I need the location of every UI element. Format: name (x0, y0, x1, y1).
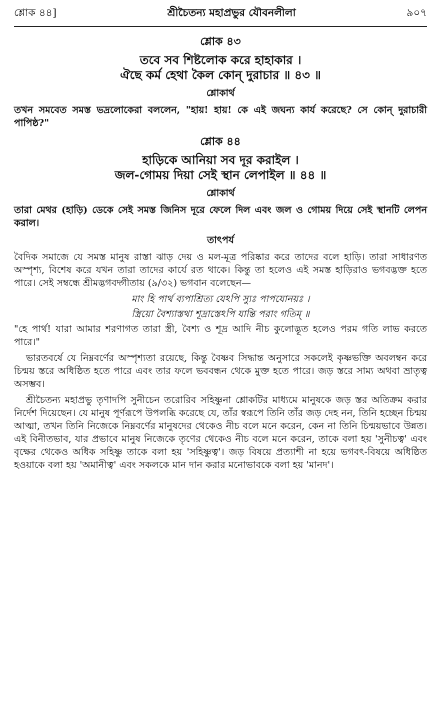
purport-paragraph-1: বৈদিক সমাজে যে সমস্ত মানুষ রাস্তা ঝাড় দেয় ও মল-মূত্র পরিষ্কার করে তাদের বলে হাড়ি। তারা সাধারণত অস্পৃশ্য, বিশেষ করে যখন তারা তাদের কার্যে রত থাকে। কিন্তু তা হলেও এই সমস্ত হাড়িরাও ভগবদ্ভক্ত হতে পারে। সেই সম্বন্ধে শ্রীমদ্ভগবদ্গীতায় (৯/৩২) ভগবান বলেছেন— (14, 252, 427, 289)
sloka-44-translation: তারা মেথর (হাড়ি) ডেকে সেই সমস্ত জিনিস দূরে ফেলে দিল এবং জল ও গোময় দিয়ে সেই স্থানটি লেপন করাল। (14, 205, 427, 229)
sloka-44-heading: শ্লোক ৪৪ (200, 135, 241, 148)
sloka-43-line-2: ঐছে কর্ম হেথা কৈল কোন্ দুরাচার ॥ ৪৩ ॥ (120, 68, 321, 82)
header-chapter-title: শ্রীচৈতন্য মহাপ্রভুর যৌবনলীলা (167, 7, 296, 19)
sloka-43-heading: শ্লোক ৪৩ (200, 35, 241, 48)
header-page-number: ৯০৭ (406, 7, 427, 19)
sloka-43-line-1: তবে সব শিষ্টলোক করে হাহাকার । (139, 53, 302, 67)
sloka-44-translation-heading: শ্লোকার্থ (206, 188, 235, 199)
sloka-44-line-1: হাড়িকে আনিয়া সব দূর করাইল । (142, 153, 299, 167)
sloka-43-translation: তখন সমবেত সমস্ত ভদ্রলোকেরা বললেন, "হায়! হায়! কে এই জঘন্য কার্য করেছে? সে কোন্ দুরাচারী পাপিষ্ঠ?" (14, 105, 427, 129)
purport-paragraph-2: "হে পার্থ! যারা আমার শরণাগত তারা স্ত্রী, বৈশ্য ও শূদ্র আদি নীচ কুলোদ্ভূত হলেও পরম গতি লাভ করতে পারে।" (14, 324, 427, 348)
sloka-43-translation-heading: শ্লোকার্থ (206, 88, 235, 99)
gita-quote-line-1: মাং হি পার্থ ব্যপাশ্রিত্য যেঽপি স্যুঃ পাপযোনয়ঃ । (131, 294, 310, 305)
purport-paragraph-4: শ্রীচৈতন্য মহাপ্রভু তৃণাদপি সুনীচেন তরোরিব সহিষ্ণুনা শ্লোকটির মাধ্যমে মানুষকে জড় স্তর অতিক্রম করার নির্দেশ দিয়েছেন। যে মানুষ পূর্ণরূপে উপলব্ধি করেছে যে, তাঁর স্বরূপে তিনি তাঁর জড় দেহ নন, তিনি হচ্ছেন চিন্ময় আত্মা, তখন তিনি নিজেকে নিম্নবর্ণের মানুষদের থেকেও নীচ বলে মনে করেন, কেন না তিনি চিন্ময়ভাবে উন্নত। এই বিনীতভাব, যার প্রভাবে মানুষ নিজেকে তৃণের থেকেও নীচ বলে মনে করেন, তাকে বলা হয় 'সুনীচত্ব' এবং বৃক্ষের থেকেও অধিক সহিষ্ণু তাকে বলা হয় 'সহিষ্ণুত্ব'। জড় বিষয়ে প্রত্যাশী না হয়ে ভগবৎ-বিষয়ে অধিষ্ঠিত হওয়াকে বলা হয় 'অমানীত্ব' এবং সকলকে মান দান করার মনোভাবকে বলা হয় 'মানদ'। (14, 395, 427, 471)
header-rule (14, 26, 427, 27)
purport-heading: তাৎপর্য (207, 235, 234, 246)
purport-paragraph-3: ভারতবর্ষে যে নিম্নবর্ণের অস্পৃশ্যতা রয়েছে, কিন্তু বৈষ্ণব সিদ্ধান্ত অনুসারে সকলেই কৃষ্ণভক্তি অবলম্বন করে চিন্ময় স্তরে অধিষ্ঠিত হতে পারে এবং তার ফলে ভববন্ধন থেকে মুক্ত হতে পারে। জড় স্তরে সাম্য অথবা ভ্রাতৃত্ব অসম্ভব। (14, 353, 427, 390)
gita-quote-line-2: স্ত্রিয়ো বৈশ্যাস্তথা শূদ্রাস্তেঽপি যান্তি পরাং গতিম্ ॥ (131, 309, 310, 320)
header-verse-ref: শ্লোক ৪৪] (14, 7, 57, 19)
page-header (14, 6, 427, 24)
sloka-44-line-2: জল-গোময় দিয়া সেই স্থান লেপাইল ॥ ৪৪ ॥ (114, 168, 327, 182)
